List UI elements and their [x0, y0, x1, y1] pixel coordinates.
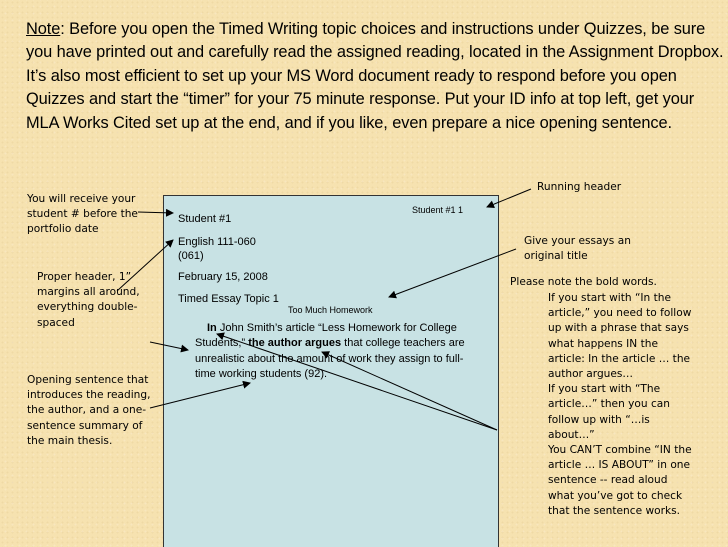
original-title-annotation: Give your essays an original title [524, 235, 631, 263]
running-header-annotation: Running header [537, 181, 622, 193]
note-label: Note [26, 20, 61, 38]
arrow-proper-header [117, 240, 173, 291]
bold-author-argues: the author argues [248, 337, 342, 350]
doc-header-student: Student #1 [178, 213, 232, 225]
arrow-original-title [389, 249, 516, 297]
para-text-1: John Smith’s article “Less Homework for College Students,” [195, 322, 457, 350]
arrow-student-number [138, 212, 173, 213]
arrow-bold-in [217, 334, 497, 430]
doc-header-date: February 15, 2008 [178, 271, 268, 283]
bold-words-intro: Please note the bold words. [510, 276, 657, 288]
para-text-2: that college teachers are unrealistic about the amount of work they assign to full-time working students (92). [195, 337, 465, 381]
note-text: : Before you open the Timed Writing topic choices and instructions under Quizzes, be sure you have printed out and carefully read the assigned reading, located in the Assignment Dropbox. It’s also most efficient to set up your MS Word document ready to respond before you open Quizzes and start the “timer” for your 75 minute response. Put your ID info at top left, get your MLA Works Cited set up at the end, and if you like, even prepare a nice opening sentence. [26, 20, 724, 132]
bold-words-explanation: If you start with “In the article,” you need to follow up with a phrase that says what happens IN the article: In the article … the author argues… If you start with “The article…” then you can follow up with “…is about…” You CAN’T combine “IN the article … IS ABOUT” in one sentence -- read aloud what you’ve got to check that the sentence works. [548, 292, 692, 517]
opening-sentence-annotation: Opening sentence that introduces the reading, the author, and a one-sentence summary of the main thesis. [27, 374, 151, 447]
student-number-annotation: You will receive your student # before the portfolio date [27, 193, 138, 236]
arrow-running-header [487, 189, 531, 207]
arrow-bold-author-argues [322, 352, 497, 430]
doc-title: Too Much Homework [288, 305, 373, 315]
doc-header-course: English 111-060 [178, 236, 256, 248]
proper-header-annotation: Proper header, 1” margins all around, everything double-spaced [37, 271, 140, 329]
arrow-opening-sentence-a [150, 342, 188, 350]
doc-running-header: Student #1 1 [412, 205, 464, 215]
doc-header-topic: Timed Essay Topic 1 [178, 293, 279, 305]
doc-header-section: (061) [178, 250, 204, 262]
arrow-opening-sentence-b [150, 383, 250, 408]
bold-in: In [207, 322, 217, 334]
